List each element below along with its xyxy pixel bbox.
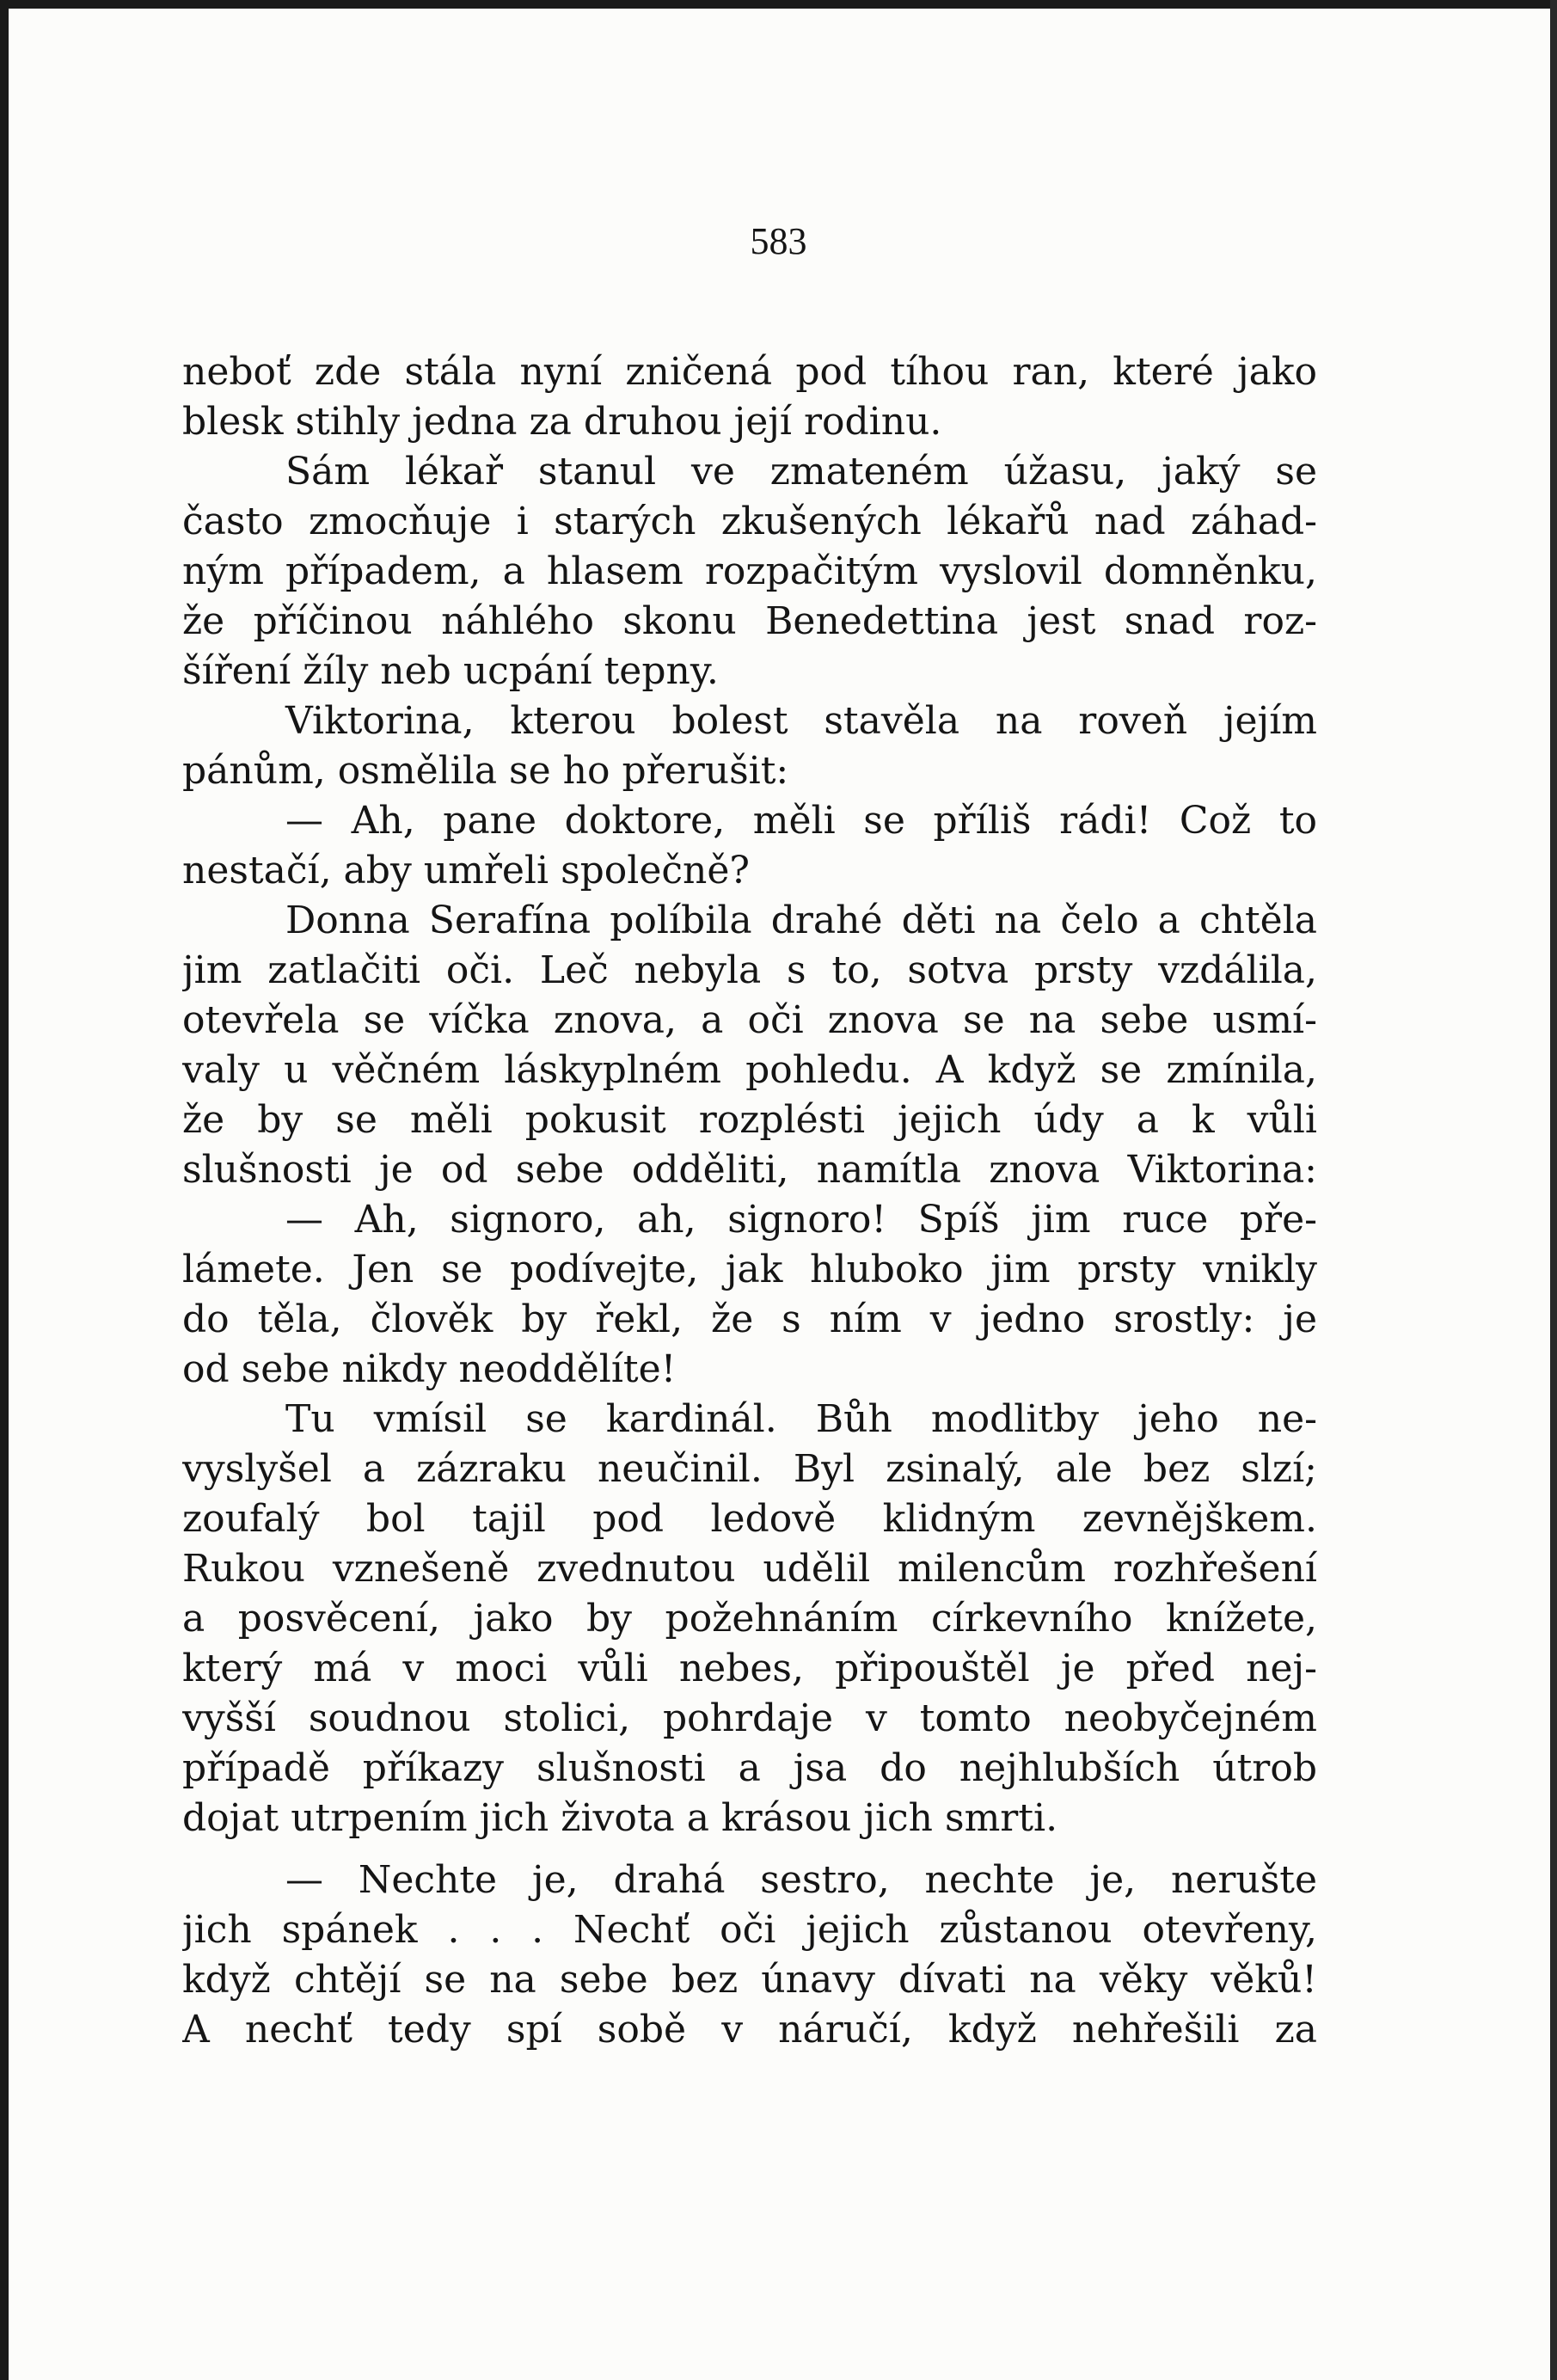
page-number: 583: [750, 220, 807, 262]
text-line: který má v moci vůli nebes, připouštěl je před nej-: [182, 1647, 1317, 1690]
text-line: jim zatlačiti oči. Leč nebyla s to, sotva prsty vzdálila,: [182, 948, 1317, 992]
text-line: vyslyšel a zázraku neučinil. Byl zsinalý, ale bez slzí;: [182, 1447, 1317, 1491]
text-line: případě příkazy slušnosti a jsa do nejhlubších útrob: [182, 1746, 1317, 1790]
text-line: zoufalý bol tajil pod ledově klidným zevnějškem.: [182, 1497, 1317, 1541]
text-line: od sebe nikdy neoddělíte!: [182, 1347, 677, 1391]
text-line: když chtějí se na sebe bez únavy dívati na věky věků!: [182, 1958, 1317, 2002]
text-line: a posvěcení, jako by požehnáním církevního knížete,: [182, 1597, 1317, 1641]
text-line: A nechť tedy spí sobě v náručí, když nehřešili za: [182, 2008, 1317, 2052]
text-line: nestačí, aby umřeli společně?: [182, 849, 751, 892]
text-line: Viktorina, kterou bolest stavěla na roveň jejím: [285, 699, 1317, 743]
text-line: Donna Serafína políbila drahé děti na čelo a chtěla: [285, 899, 1317, 942]
text-line: dojat utrpením jich života a krásou jich smrti.: [182, 1796, 1058, 1840]
text-line: šíření žíly neb ucpání tepny.: [182, 649, 719, 693]
text-line: Tu vmísil se kardinál. Bůh modlitby jeho ne-: [285, 1397, 1317, 1441]
text-line: Sám lékař stanul ve zmateném úžasu, jaký se: [285, 450, 1317, 494]
scan-border-top: [0, 0, 1557, 9]
text-line: neboť zde stála nyní zničená pod tíhou ran, které jako: [182, 350, 1317, 394]
text-line: blesk stihly jedna za druhou její rodinu.: [182, 400, 942, 444]
text-line: vyšší soudnou stolici, pohrdaje v tomto neobyčejném: [182, 1696, 1317, 1740]
text-line: — Ah, pane doktore, měli se příliš rádi! Což to: [285, 799, 1317, 843]
text-line: ným případem, a hlasem rozpačitým vyslovil domněnku,: [182, 549, 1317, 593]
text-line: že by se měli pokusit rozplésti jejich údy a k vůli: [182, 1098, 1317, 1142]
body-text: [182, 347, 1317, 2055]
text-line: — Ah, signoro, ah, signoro! Spíš jim ruce pře-: [285, 1198, 1317, 1242]
text-line: pánům, osmělila se ho přerušit:: [182, 749, 789, 793]
text-line: slušnosti je od sebe odděliti, namítla znova Viktorina:: [182, 1148, 1317, 1192]
text-line: často zmocňuje i starých zkušených lékařů nad záhad-: [182, 500, 1317, 543]
text-line: jich spánek . . . Nechť oči jejich zůstanou otevřeny,: [182, 1908, 1317, 1952]
scan-border-right: [1550, 0, 1557, 2380]
text-line: valy u věčném láskyplném pohledu. A když se zmínila,: [182, 1048, 1317, 1092]
text-line: otevřela se víčka znova, a oči znova se na sebe usmí-: [182, 998, 1317, 1042]
text-line: do těla, člověk by řekl, že s ním v jedno srostly: je: [182, 1297, 1317, 1341]
text-line: Rukou vznešeně zvednutou udělil milencům rozhřešení: [182, 1547, 1317, 1591]
text-line: lámete. Jen se podívejte, jak hluboko jim prsty vnikly: [182, 1248, 1317, 1291]
scan-border-left: [0, 0, 9, 2380]
text-line: že příčinou náhlého skonu Benedettina jest snad roz-: [182, 599, 1317, 643]
text-line: — Nechte je, drahá sestro, nechte je, nerušte: [285, 1858, 1317, 1902]
